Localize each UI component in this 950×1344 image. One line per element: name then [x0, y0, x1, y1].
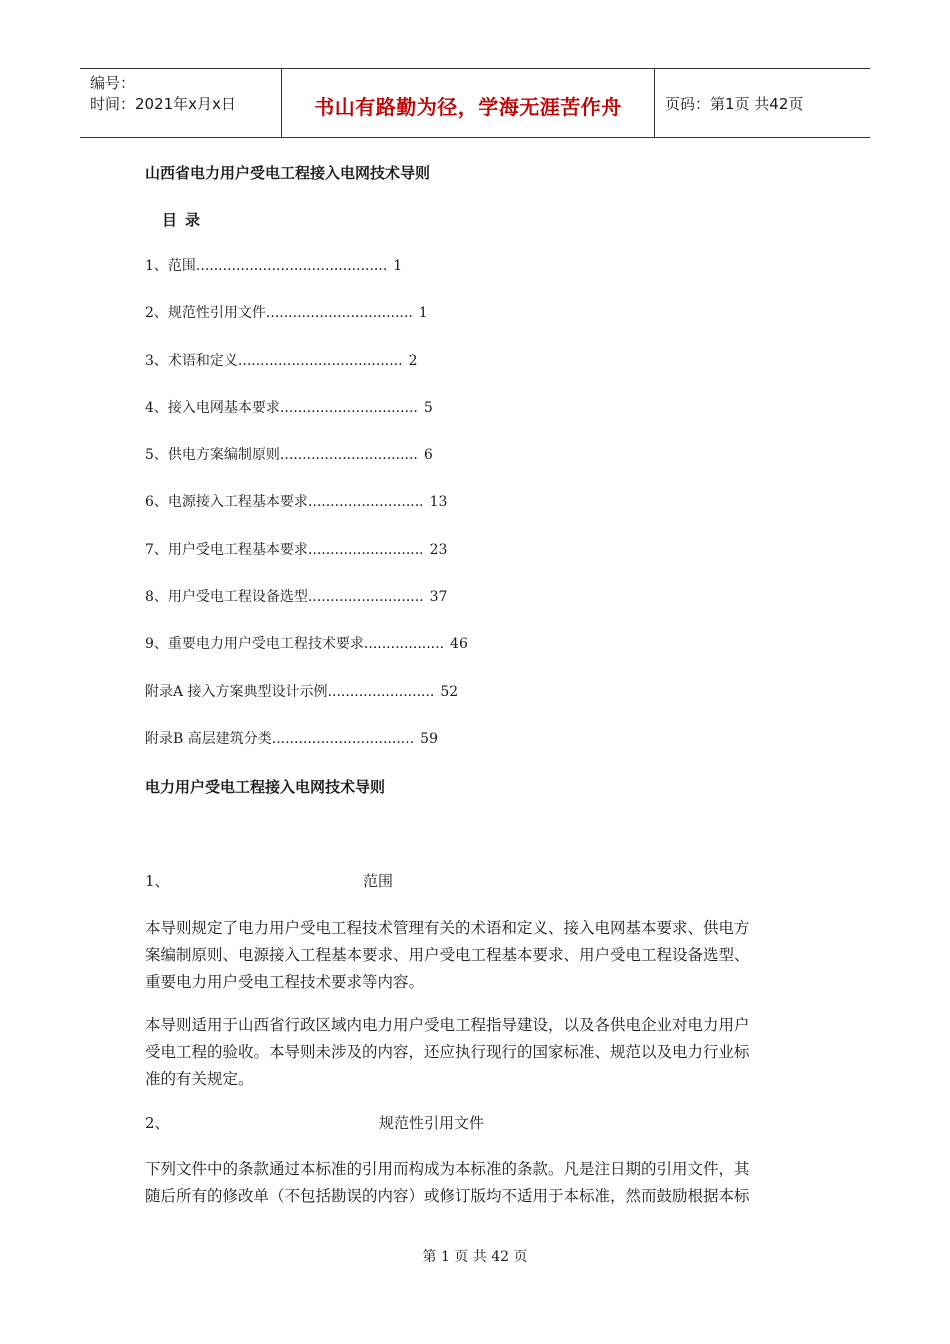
paragraph-line: 重要电力用户受电工程技术要求等内容。 — [145, 973, 425, 991]
table-of-contents — [145, 256, 605, 776]
toc-item[interactable] — [145, 540, 605, 587]
toc-item[interactable] — [145, 256, 605, 303]
toc-item-dots: ........................ — [327, 683, 435, 700]
toc-item-dots: .................. — [363, 636, 445, 653]
page-footer: 第 1 页 共 42 页 — [422, 1249, 528, 1265]
toc-item-dots: .......................... — [307, 494, 424, 511]
section-name: 规范性引用文件 — [379, 1114, 485, 1132]
paragraph — [145, 1156, 805, 1210]
toc-item-label: 6、电源接入工程基本要求 — [145, 494, 308, 511]
toc-item-label: 9、重要电力用户受电工程技术要求 — [145, 636, 364, 653]
toc-item-dots: ............................... — [279, 399, 418, 416]
toc-item[interactable] — [145, 729, 605, 776]
toc-item-page: 2 — [408, 352, 418, 369]
toc-item-dots: ............................... — [279, 447, 418, 464]
document-title: 山西省电力用户受电工程接入电网技术导则 — [145, 164, 431, 182]
toc-item-label: 4、接入电网基本要求 — [145, 399, 280, 416]
toc-item-page: 6 — [423, 447, 433, 464]
toc-item[interactable] — [145, 351, 605, 398]
header-motto: 书山有路勤为径，学海无涯苦作舟 — [314, 95, 622, 119]
section-number: 1、 — [145, 872, 170, 890]
toc-item-label: 附录A 接入方案典型设计示例 — [145, 683, 328, 700]
header-page-label: 页码：第1页 共42页 — [665, 95, 804, 113]
toc-item-dots: ................................. — [265, 305, 413, 322]
paragraph-line: 本导则适用于山西省行政区域内电力用户受电工程指导建设，以及各供电企业对电力用户 — [145, 1016, 750, 1034]
paragraph-line: 下列文件中的条款通过本标准的引用而构成为本标准的条款。凡是注日期的引用文件，其 — [145, 1160, 750, 1178]
time-label: 时间：2021年x月x日 — [90, 95, 236, 113]
toc-item-page: 37 — [429, 589, 448, 606]
toc-item-label: 7、用户受电工程基本要求 — [145, 541, 308, 558]
paragraph — [145, 915, 805, 996]
section-title: 电力用户受电工程接入电网技术导则 — [145, 778, 386, 796]
toc-item-label: 2、规范性引用文件 — [145, 305, 266, 322]
toc-item-page: 23 — [429, 541, 448, 558]
toc-item-dots: ..................................... — [237, 352, 403, 369]
section-number: 2、 — [145, 1114, 170, 1132]
paragraph-line: 随后所有的修改单（不包括勘误的内容）或修订版均不适用于本标准，然而鼓励根据本标 — [145, 1187, 750, 1205]
toc-item-page: 46 — [450, 636, 468, 653]
toc-item[interactable] — [145, 682, 605, 729]
toc-item-label: 8、用户受电工程设备选型 — [145, 589, 308, 606]
toc-item[interactable] — [145, 587, 605, 634]
section-heading — [145, 1112, 485, 1133]
toc-item-dots: .......................... — [307, 541, 424, 558]
toc-heading: 目录 — [162, 211, 209, 229]
toc-item-page: 1 — [393, 258, 403, 274]
toc-item-label: 3、术语和定义 — [145, 352, 238, 369]
header-divider — [654, 69, 655, 137]
toc-item-page: 59 — [420, 730, 438, 747]
section-heading — [145, 870, 394, 891]
toc-item[interactable] — [145, 398, 605, 445]
toc-item-page: 13 — [429, 494, 448, 511]
toc-item-label: 5、供电方案编制原则 — [145, 447, 280, 464]
toc-item-label: 1、范围 — [145, 258, 196, 274]
paragraph-line: 准的有关规定。 — [145, 1070, 254, 1088]
toc-item-dots: ................................ — [271, 730, 415, 747]
toc-item-label: 附录B 高层建筑分类 — [145, 730, 272, 747]
toc-item[interactable] — [145, 303, 605, 350]
toc-item-dots: .......................... — [307, 589, 424, 606]
paragraph-line: 受电工程的验收。本导则未涉及的内容，还应执行现行的国家标准、规范以及电力行业标 — [145, 1043, 750, 1061]
toc-item-dots: ........................................... — [195, 258, 388, 274]
paragraph — [145, 1012, 805, 1093]
toc-item[interactable] — [145, 492, 605, 539]
toc-item[interactable] — [145, 445, 605, 492]
paragraph-line: 案编制原则、电源接入工程基本要求、用户受电工程基本要求、用户受电工程设备选型、 — [145, 946, 750, 964]
toc-item-page: 52 — [440, 683, 459, 700]
paragraph-line: 本导则规定了电力用户受电工程技术管理有关的术语和定义、接入电网基本要求、供电方 — [145, 919, 750, 937]
toc-item[interactable] — [145, 634, 605, 681]
header-meta — [90, 73, 236, 115]
section-name: 范围 — [363, 872, 394, 890]
toc-item-page: 1 — [418, 305, 428, 322]
number-label: 编号： — [90, 74, 136, 92]
toc-item-page: 5 — [423, 399, 433, 416]
page-header — [80, 68, 870, 138]
